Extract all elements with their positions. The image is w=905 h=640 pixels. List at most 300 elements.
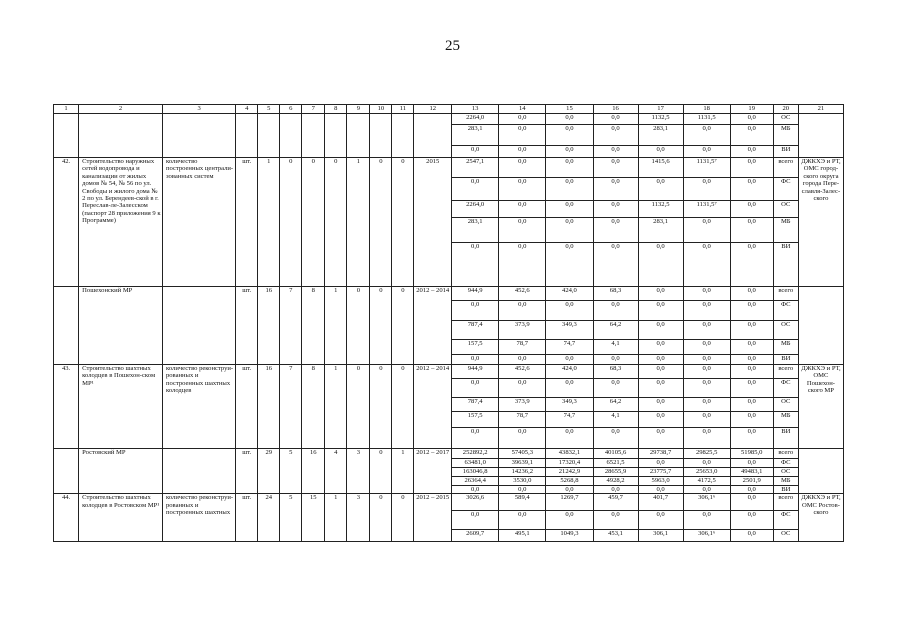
amount-cell: 1269,7 xyxy=(546,494,593,511)
amount-cell: 452,6 xyxy=(499,287,546,301)
amount-cell: 787,4 xyxy=(452,398,499,412)
amount-cell: 0,0 xyxy=(546,428,593,449)
row-years: 2012 – 2014 xyxy=(414,365,452,449)
amount-cell: 0,0 xyxy=(593,428,638,449)
header-cell: 9 xyxy=(347,105,370,114)
value-c8: 4 xyxy=(325,449,347,494)
amount-cell: 0,0 xyxy=(499,178,546,201)
value-c9: 1 xyxy=(347,158,370,287)
amount-cell: 0,0 xyxy=(683,218,730,243)
amount-cell: 26364,4 xyxy=(452,477,499,486)
row-number xyxy=(54,114,79,158)
header-cell: 16 xyxy=(593,105,638,114)
amount-cell: 0,0 xyxy=(499,218,546,243)
amount-cell: 0,0 xyxy=(683,321,730,340)
amount-cell: 0,0 xyxy=(730,355,773,365)
value-c10: 0 xyxy=(370,158,392,287)
row-indicator: количество реконструи-рованных и построенных шахтных xyxy=(162,494,235,542)
amount-cell: 163046,8 xyxy=(452,468,499,477)
header-cell: 2 xyxy=(79,105,163,114)
value-c7: 8 xyxy=(302,287,325,365)
amount-cell: 0,0 xyxy=(683,125,730,146)
amount-cell: 0,0 xyxy=(499,428,546,449)
amount-cell: 401,7 xyxy=(638,494,683,511)
value-c11: 0 xyxy=(392,365,414,449)
row-number xyxy=(54,287,79,365)
row-years xyxy=(414,114,452,158)
amount-cell: 28655,9 xyxy=(593,468,638,477)
value-c6: 7 xyxy=(280,287,302,365)
funding-source: МБ xyxy=(773,477,798,486)
amount-cell: 0,0 xyxy=(683,301,730,321)
amount-cell: 2501,9 xyxy=(730,477,773,486)
amount-cell: 157,5 xyxy=(452,412,499,428)
amount-cell: 283,1 xyxy=(638,218,683,243)
amount-cell: 68,3 xyxy=(593,287,638,301)
amount-cell: 0,0 xyxy=(730,178,773,201)
amount-cell: 0,0 xyxy=(593,114,638,125)
amount-cell: 0,0 xyxy=(683,412,730,428)
amount-cell: 0,0 xyxy=(452,146,499,158)
amount-cell: 29825,5 xyxy=(683,449,730,459)
amount-cell: 0,0 xyxy=(546,301,593,321)
amount-cell: 0,0 xyxy=(593,486,638,494)
value-c7: 15 xyxy=(302,494,325,542)
page-number: 25 xyxy=(445,38,460,54)
header-cell: 18 xyxy=(683,105,730,114)
amount-cell: 78,7 xyxy=(499,340,546,355)
row-executor: ДЖКХЭ и РТ, ОМС город-ского округа города Пере-славля-Залес-ского xyxy=(798,158,843,287)
amount-cell: 452,6 xyxy=(499,365,546,379)
amount-cell: 0,0 xyxy=(683,428,730,449)
value-c7: 16 xyxy=(302,449,325,494)
amount-cell: 0,0 xyxy=(638,379,683,398)
amount-cell: 0,0 xyxy=(593,201,638,218)
funding-source: МБ xyxy=(773,340,798,355)
amount-cell: 306,1⁶ xyxy=(683,530,730,542)
amount-cell: 0,0 xyxy=(730,530,773,542)
amount-cell: 0,0 xyxy=(730,365,773,379)
amount-cell: 453,1 xyxy=(593,530,638,542)
amount-cell: 0,0 xyxy=(452,511,499,530)
amount-cell: 0,0 xyxy=(499,301,546,321)
header-cell: 13 xyxy=(452,105,499,114)
amount-cell: 0,0 xyxy=(730,243,773,287)
funding-source: ВИ xyxy=(773,243,798,287)
amount-cell: 0,0 xyxy=(730,301,773,321)
amount-cell: 0,0 xyxy=(452,243,499,287)
value-c10: 0 xyxy=(370,287,392,365)
value-c11: 1 xyxy=(392,449,414,494)
amount-cell: 51985,0 xyxy=(730,449,773,459)
amount-cell: 2264,0 xyxy=(452,201,499,218)
amount-cell: 2547,1 xyxy=(452,158,499,178)
table-row xyxy=(54,494,844,511)
amount-cell: 0,0 xyxy=(546,218,593,243)
header-cell: 7 xyxy=(302,105,325,114)
amount-cell: 283,1 xyxy=(452,125,499,146)
amount-cell: 4,1 xyxy=(593,340,638,355)
value-c8: 1 xyxy=(325,287,347,365)
funding-source: ВИ xyxy=(773,146,798,158)
value-c5: 16 xyxy=(258,365,280,449)
value-c8 xyxy=(325,114,347,158)
header-cell: 15 xyxy=(546,105,593,114)
amount-cell: 0,0 xyxy=(499,201,546,218)
amount-cell: 63481,0 xyxy=(452,459,499,468)
amount-cell: 944,9 xyxy=(452,365,499,379)
value-c8: 1 xyxy=(325,365,347,449)
table-row xyxy=(54,365,844,379)
table-row xyxy=(54,287,844,301)
value-c10: 0 xyxy=(370,449,392,494)
header-cell: 12 xyxy=(414,105,452,114)
funding-source: всего xyxy=(773,449,798,459)
funding-source: ВИ xyxy=(773,486,798,494)
funding-source: ОС xyxy=(773,398,798,412)
amount-cell: 0,0 xyxy=(593,146,638,158)
amount-cell: 0,0 xyxy=(683,178,730,201)
row-name: Строительство наружных сетей водопровода и канализации от жилых домов № 54, № 56 по ул. Свободы и жилого дома № 2 по ул. Берендеев-ской в г. Переслав-ле-Залесском (паспорт 28 приложения 9 к Программе) xyxy=(79,158,163,287)
value-c9 xyxy=(347,114,370,158)
row-unit xyxy=(236,114,258,158)
amount-cell: 0,0 xyxy=(730,398,773,412)
amount-cell: 0,0 xyxy=(683,459,730,468)
amount-cell: 589,4 xyxy=(499,494,546,511)
value-c10: 0 xyxy=(370,365,392,449)
amount-cell: 29738,7 xyxy=(638,449,683,459)
value-c9: 3 xyxy=(347,449,370,494)
row-name: Строительство шахтных колодцев в Пошехон-ском МР¹ xyxy=(79,365,163,449)
amount-cell: 0,0 xyxy=(593,301,638,321)
row-executor: ДЖКХЭ и РТ, ОМС Пошехон-ского МР xyxy=(798,365,843,449)
amount-cell: 0,0 xyxy=(683,379,730,398)
row-name: Строительство шахтных колодцев в Ростовском МР¹ xyxy=(79,494,163,542)
amount-cell: 373,9 xyxy=(499,321,546,340)
table-row xyxy=(54,114,844,125)
amount-cell: 4,1 xyxy=(593,412,638,428)
amount-cell: 49483,1 xyxy=(730,468,773,477)
amount-cell: 23775,7 xyxy=(638,468,683,477)
amount-cell: 21242,9 xyxy=(546,468,593,477)
amount-cell: 0,0 xyxy=(683,146,730,158)
value-c6: 5 xyxy=(280,494,302,542)
amount-cell: 1415,6 xyxy=(638,158,683,178)
header-cell: 5 xyxy=(258,105,280,114)
amount-cell: 0,0 xyxy=(730,158,773,178)
amount-cell: 306,1 xyxy=(638,530,683,542)
amount-cell: 0,0 xyxy=(546,158,593,178)
funding-source: всего xyxy=(773,158,798,178)
amount-cell: 1132,5 xyxy=(638,114,683,125)
amount-cell: 43832,1 xyxy=(546,449,593,459)
amount-cell: 3026,6 xyxy=(452,494,499,511)
amount-cell: 0,0 xyxy=(730,412,773,428)
amount-cell: 0,0 xyxy=(546,114,593,125)
amount-cell: 0,0 xyxy=(546,379,593,398)
amount-cell: 157,5 xyxy=(452,340,499,355)
amount-cell: 0,0 xyxy=(452,301,499,321)
row-name: Ростовский МР xyxy=(79,449,163,494)
amount-cell: 0,0 xyxy=(546,355,593,365)
row-unit: шт. xyxy=(236,494,258,542)
amount-cell: 252892,2 xyxy=(452,449,499,459)
amount-cell: 0,0 xyxy=(452,486,499,494)
amount-cell: 0,0 xyxy=(730,511,773,530)
amount-cell: 0,0 xyxy=(730,486,773,494)
amount-cell: 0,0 xyxy=(683,355,730,365)
amount-cell: 40105,6 xyxy=(593,449,638,459)
amount-cell: 0,0 xyxy=(546,125,593,146)
amount-cell: 0,0 xyxy=(683,486,730,494)
funding-source: ОС xyxy=(773,114,798,125)
value-c6: 0 xyxy=(280,158,302,287)
amount-cell: 495,1 xyxy=(499,530,546,542)
amount-cell: 5268,8 xyxy=(546,477,593,486)
amount-cell: 0,0 xyxy=(452,178,499,201)
amount-cell: 1049,3 xyxy=(546,530,593,542)
amount-cell: 0,0 xyxy=(499,486,546,494)
amount-cell: 0,0 xyxy=(638,321,683,340)
amount-cell: 0,0 xyxy=(730,287,773,301)
row-years: 2012 – 2017 xyxy=(414,449,452,494)
row-indicator xyxy=(162,449,235,494)
amount-cell: 424,0 xyxy=(546,287,593,301)
amount-cell: 0,0 xyxy=(730,428,773,449)
header-cell: 1 xyxy=(54,105,79,114)
amount-cell: 57405,3 xyxy=(499,449,546,459)
header-cell: 3 xyxy=(162,105,235,114)
amount-cell: 0,0 xyxy=(638,178,683,201)
amount-cell: 0,0 xyxy=(546,511,593,530)
amount-cell: 283,1 xyxy=(638,125,683,146)
value-c6: 7 xyxy=(280,365,302,449)
header-cell: 20 xyxy=(773,105,798,114)
value-c5: 24 xyxy=(258,494,280,542)
row-indicator xyxy=(162,287,235,365)
amount-cell: 39639,1 xyxy=(499,459,546,468)
amount-cell: 17320,4 xyxy=(546,459,593,468)
amount-cell: 306,1⁶ xyxy=(683,494,730,511)
amount-cell: 0,0 xyxy=(683,243,730,287)
funding-source: всего xyxy=(773,287,798,301)
funding-source: ОС xyxy=(773,468,798,477)
row-executor xyxy=(798,114,843,158)
row-name xyxy=(79,114,163,158)
header-cell: 11 xyxy=(392,105,414,114)
value-c6 xyxy=(280,114,302,158)
value-c8: 1 xyxy=(325,494,347,542)
value-c6: 5 xyxy=(280,449,302,494)
value-c7: 8 xyxy=(302,365,325,449)
amount-cell: 349,3 xyxy=(546,398,593,412)
value-c5: 16 xyxy=(258,287,280,365)
amount-cell: 0,0 xyxy=(638,412,683,428)
amount-cell: 2264,0 xyxy=(452,114,499,125)
amount-cell: 0,0 xyxy=(499,146,546,158)
table-row xyxy=(54,158,844,178)
amount-cell: 0,0 xyxy=(593,218,638,243)
amount-cell: 0,0 xyxy=(730,114,773,125)
amount-cell: 0,0 xyxy=(730,459,773,468)
amount-cell: 0,0 xyxy=(730,494,773,511)
value-c5 xyxy=(258,114,280,158)
amount-cell: 1132,5 xyxy=(638,201,683,218)
row-unit: шт. xyxy=(236,287,258,365)
amount-cell: 2609,7 xyxy=(452,530,499,542)
value-c7: 0 xyxy=(302,158,325,287)
amount-cell: 0,0 xyxy=(730,321,773,340)
amount-cell: 0,0 xyxy=(593,178,638,201)
amount-cell: 0,0 xyxy=(638,287,683,301)
value-c11: 0 xyxy=(392,287,414,365)
funding-source: ФС xyxy=(773,178,798,201)
value-c11: 0 xyxy=(392,494,414,542)
amount-cell: 349,3 xyxy=(546,321,593,340)
row-number xyxy=(54,449,79,494)
amount-cell: 0,0 xyxy=(499,158,546,178)
amount-cell: 0,0 xyxy=(499,243,546,287)
row-unit: шт. xyxy=(236,158,258,287)
amount-cell: 0,0 xyxy=(683,365,730,379)
amount-cell: 1131,5 xyxy=(683,114,730,125)
amount-cell: 0,0 xyxy=(546,146,593,158)
amount-cell: 64,2 xyxy=(593,321,638,340)
value-c9: 0 xyxy=(347,287,370,365)
amount-cell: 0,0 xyxy=(730,340,773,355)
amount-cell: 0,0 xyxy=(730,125,773,146)
value-c8: 0 xyxy=(325,158,347,287)
funding-source: ОС xyxy=(773,201,798,218)
amount-cell: 283,1 xyxy=(452,218,499,243)
row-indicator: количество построенных централи-зованных систем xyxy=(162,158,235,287)
amount-cell: 0,0 xyxy=(593,243,638,287)
row-indicator: количество реконструи-рованных и построенных шахтных колодцев xyxy=(162,365,235,449)
amount-cell: 0,0 xyxy=(546,243,593,287)
amount-cell: 5963,0 xyxy=(638,477,683,486)
table-row xyxy=(54,449,844,459)
amount-cell: 0,0 xyxy=(638,146,683,158)
amount-cell: 0,0 xyxy=(593,158,638,178)
amount-cell: 0,0 xyxy=(638,340,683,355)
row-years: 2015 xyxy=(414,158,452,287)
header-row xyxy=(54,105,844,114)
amount-cell: 68,3 xyxy=(593,365,638,379)
amount-cell: 78,7 xyxy=(499,412,546,428)
header-cell: 19 xyxy=(730,105,773,114)
amount-cell: 0,0 xyxy=(638,486,683,494)
amount-cell: 0,0 xyxy=(683,287,730,301)
value-c10: 0 xyxy=(370,494,392,542)
amount-cell: 0,0 xyxy=(499,125,546,146)
amount-cell: 0,0 xyxy=(638,398,683,412)
amount-cell: 0,0 xyxy=(638,428,683,449)
row-number: 44. xyxy=(54,494,79,542)
row-unit: шт. xyxy=(236,449,258,494)
amount-cell: 0,0 xyxy=(638,365,683,379)
row-executor: ДЖКХЭ и РТ, ОМС Ростов-ского xyxy=(798,494,843,542)
value-c9: 0 xyxy=(347,365,370,449)
funding-source: МБ xyxy=(773,125,798,146)
amount-cell: 0,0 xyxy=(593,511,638,530)
amount-cell: 0,0 xyxy=(730,146,773,158)
value-c9: 3 xyxy=(347,494,370,542)
header-cell: 4 xyxy=(236,105,258,114)
funding-source: ВИ xyxy=(773,428,798,449)
amount-cell: 0,0 xyxy=(730,201,773,218)
amount-cell: 0,0 xyxy=(638,243,683,287)
funding-source: всего xyxy=(773,494,798,511)
funding-source: всего xyxy=(773,365,798,379)
header-cell: 6 xyxy=(280,105,302,114)
funding-source: ОС xyxy=(773,530,798,542)
amount-cell: 0,0 xyxy=(546,201,593,218)
funding-source: ФС xyxy=(773,379,798,398)
amount-cell: 0,0 xyxy=(730,218,773,243)
amount-cell: 944,9 xyxy=(452,287,499,301)
amount-cell: 14236,2 xyxy=(499,468,546,477)
amount-cell: 0,0 xyxy=(683,398,730,412)
row-indicator xyxy=(162,114,235,158)
amount-cell: 0,0 xyxy=(546,486,593,494)
funding-source: ВИ xyxy=(773,355,798,365)
value-c11: 0 xyxy=(392,158,414,287)
amount-cell: 373,9 xyxy=(499,398,546,412)
value-c7 xyxy=(302,114,325,158)
row-years: 2012 – 2014 xyxy=(414,287,452,365)
amount-cell: 0,0 xyxy=(638,459,683,468)
amount-cell: 4172,5 xyxy=(683,477,730,486)
amount-cell: 1131,5⁷ xyxy=(683,158,730,178)
value-c10 xyxy=(370,114,392,158)
funding-source: ОС xyxy=(773,321,798,340)
funding-source: МБ xyxy=(773,218,798,243)
amount-cell: 0,0 xyxy=(546,178,593,201)
amount-cell: 0,0 xyxy=(499,114,546,125)
amount-cell: 0,0 xyxy=(499,511,546,530)
row-years: 2012 – 2015 xyxy=(414,494,452,542)
amount-cell: 0,0 xyxy=(593,379,638,398)
amount-cell: 787,4 xyxy=(452,321,499,340)
amount-cell: 74,7 xyxy=(546,412,593,428)
header-cell: 10 xyxy=(370,105,392,114)
amount-cell: 459,7 xyxy=(593,494,638,511)
amount-cell: 0,0 xyxy=(499,355,546,365)
amount-cell: 0,0 xyxy=(452,379,499,398)
amount-cell: 0,0 xyxy=(683,340,730,355)
value-c5: 1 xyxy=(258,158,280,287)
row-unit: шт. xyxy=(236,365,258,449)
row-number: 43. xyxy=(54,365,79,449)
header-cell: 21 xyxy=(798,105,843,114)
amount-cell: 0,0 xyxy=(638,355,683,365)
header-cell: 17 xyxy=(638,105,683,114)
amount-cell: 0,0 xyxy=(638,301,683,321)
amount-cell: 74,7 xyxy=(546,340,593,355)
amount-cell: 0,0 xyxy=(452,355,499,365)
amount-cell: 0,0 xyxy=(499,379,546,398)
value-c11 xyxy=(392,114,414,158)
amount-cell: 0,0 xyxy=(683,511,730,530)
amount-cell: 64,2 xyxy=(593,398,638,412)
funding-source: ФС xyxy=(773,459,798,468)
amount-cell: 25653,0 xyxy=(683,468,730,477)
amount-cell: 4928,2 xyxy=(593,477,638,486)
amount-cell: 0,0 xyxy=(593,125,638,146)
funding-source: МБ xyxy=(773,412,798,428)
row-executor xyxy=(798,449,843,494)
amount-cell: 3530,0 xyxy=(499,477,546,486)
